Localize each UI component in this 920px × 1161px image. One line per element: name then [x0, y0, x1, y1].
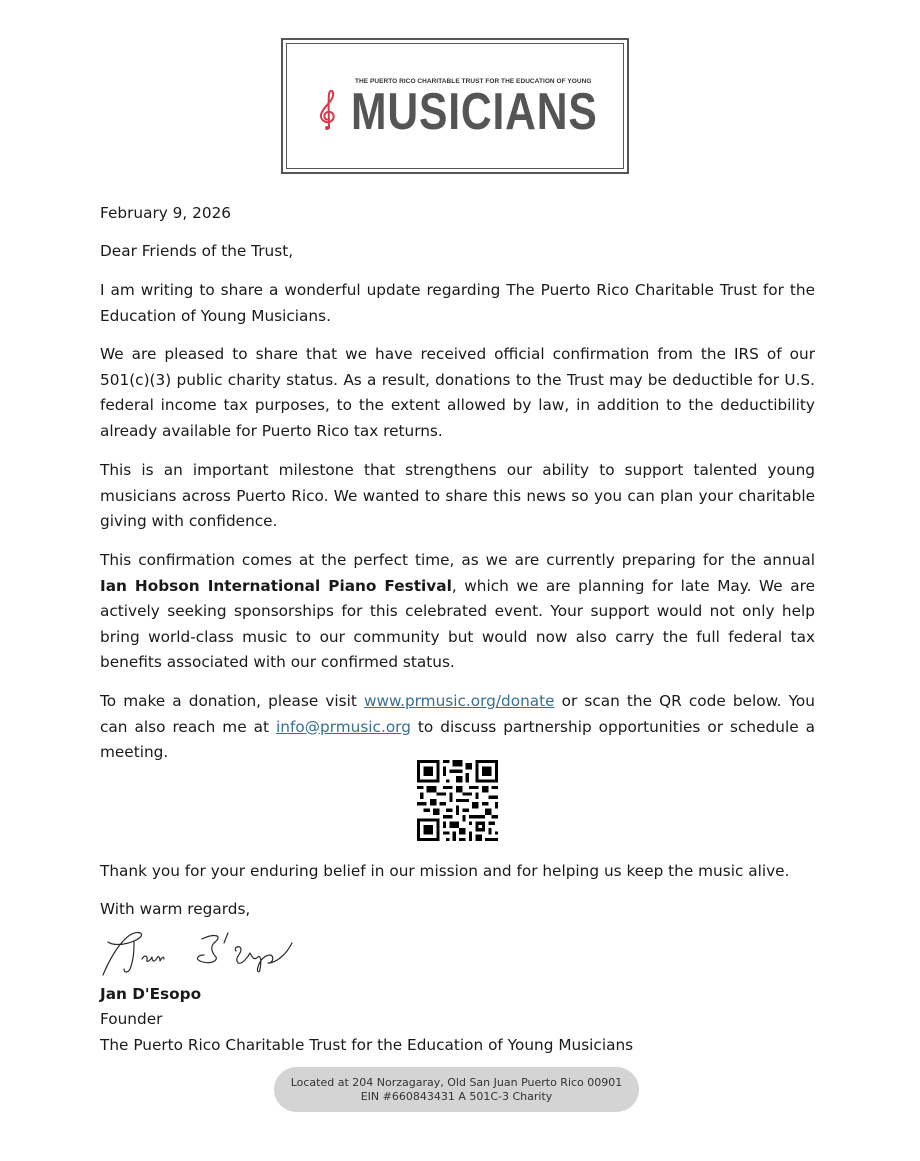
handwritten-signature: [100, 925, 310, 980]
paragraph-irs-status: We are pleased to share that we have received official confirmation from the IRS of our 501(c)(3) public charity status. As a result, donations to the Trust may be deductible for U.S. federal income tax purposes, to the extent allowed by law, in addition to the deductibility already available for Puerto Rico tax returns.: [100, 345, 815, 440]
letterhead-logo: [281, 38, 629, 174]
logo-tagline: THE PUERTO RICO CHARITABLE TRUST FOR THE EDUCATION OF YOUNG: [355, 78, 592, 85]
paragraph-thanks: Thank you for your enduring belief in our mission and for helping us keep the music alive.: [100, 862, 790, 880]
closing: With warm regards,: [100, 900, 251, 918]
donate-text-c: to discuss partnership opportunities or schedule a meeting.: [100, 717, 815, 762]
paragraph-milestone: This is an important milestone that strengthens our ability to support talented young musicians across Puerto Rico. We wanted to share this news so you can plan your charitable giving with confidence.: [100, 461, 815, 531]
footer-address-badge: [274, 1067, 639, 1112]
logo-frame: [286, 43, 624, 169]
signer-organization: The Puerto Rico Charitable Trust for the Education of Young Musicians: [100, 1036, 634, 1054]
paragraph-festival: [100, 548, 815, 676]
salutation: Dear Friends of the Trust,: [100, 242, 294, 260]
signer-name: Jan D'Esopo: [100, 985, 202, 1003]
festival-name: Ian Hobson International Piano Festival: [100, 576, 452, 595]
festival-text-a: This confirmation comes at the perfect time, as we are currently preparing for the annual: [100, 551, 815, 569]
signer-title: Founder: [100, 1010, 163, 1028]
festival-text-b: , which we are planning for late May. We are actively seeking sponsorships for this celebrated event. Your support would not only help bring world-class music to our community but would now also carry the full federal tax benefits associated with our confirmed status.: [100, 576, 815, 672]
footer-address: Located at 204 Norzagaray, Old San Juan Puerto Rico 00901: [290, 1075, 623, 1089]
letter-date: February 9, 2026: [100, 204, 232, 222]
paragraph-donate: [100, 689, 815, 766]
qr-code-icon[interactable]: [417, 760, 498, 841]
donate-link[interactable]: www.prmusic.org/donate: [363, 692, 555, 710]
email-link[interactable]: info@prmusic.org: [276, 717, 411, 736]
donate-text-a: To make a donation, please visit: [100, 692, 364, 710]
logo-wordmark: MUSICIANS: [351, 83, 598, 141]
treble-clef-icon: [317, 88, 339, 130]
footer-ein: EIN #660843431 A 501C-3 Charity: [360, 1089, 553, 1103]
paragraph-intro: I am writing to share a wonderful update regarding The Puerto Rico Charitable Trust for the Education of Young Musicians.: [100, 281, 815, 325]
donate-text-b: or scan the QR code below. You can also reach me at: [100, 692, 815, 736]
